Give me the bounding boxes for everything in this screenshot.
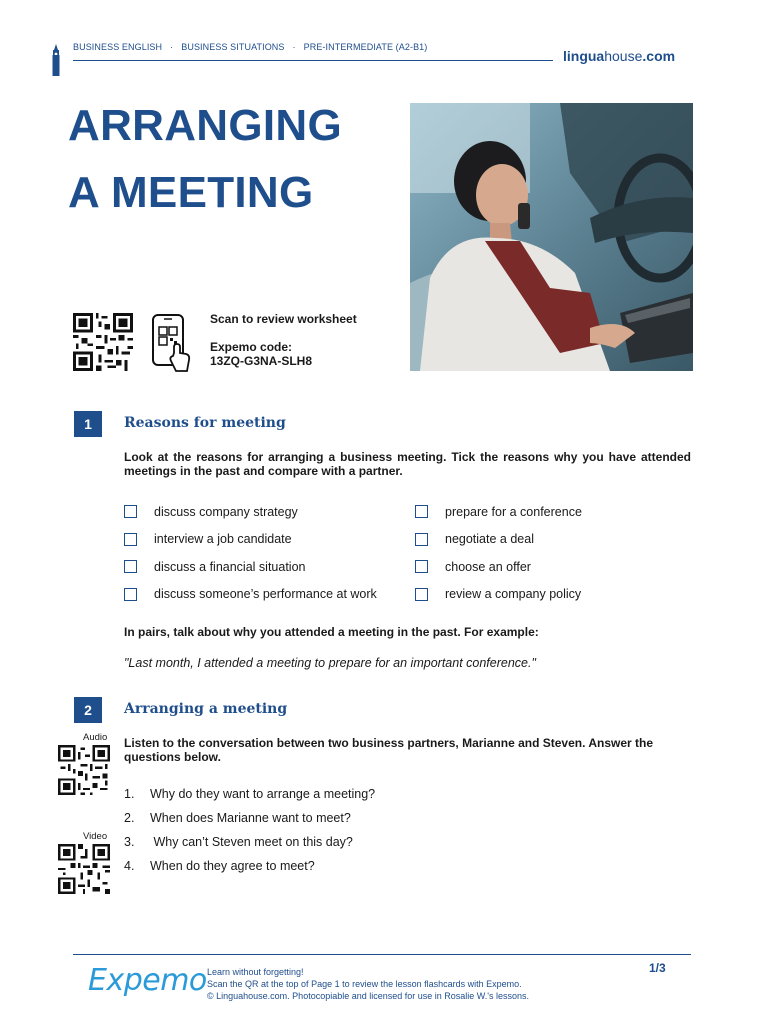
reason-item (124, 526, 377, 554)
video-label: Video (83, 831, 108, 842)
checkbox[interactable] (415, 533, 428, 546)
reasons-right-column (415, 498, 582, 608)
reason-item (124, 498, 377, 526)
checkbox[interactable] (415, 560, 428, 573)
breadcrumb-separator: · (292, 42, 296, 52)
question-list (124, 782, 375, 878)
section1-instructions: Look at the reasons for arranging a business meeting. Tick the reasons why you have attended meetings in the past and compare with a partner. (124, 450, 691, 478)
footer-line: Scan the QR at the top of Page 1 to review the lesson flashcards with Expemo. (207, 979, 522, 989)
question-number: 3. (124, 835, 135, 849)
question-number: 2. (124, 811, 135, 825)
audio-qr-code[interactable] (58, 745, 110, 795)
question-text: Why can’t Steven meet on this day? (150, 835, 353, 849)
footer-line: © Linguahouse.com. Photocopiable and licensed for use in Rosalie W.'s lessons. (207, 991, 530, 1001)
section-title-arranging: Arranging a meeting (124, 701, 288, 717)
phone-scan-icon (150, 313, 192, 373)
reason-item (415, 498, 582, 526)
big-ben-icon (50, 44, 62, 76)
checkbox[interactable] (124, 533, 137, 546)
reason-label: discuss a financial situation (154, 559, 306, 574)
question-text: When does Marianne want to meet? (150, 811, 351, 825)
page-title (68, 92, 342, 226)
question-item (124, 854, 375, 878)
brand-part: lingua (563, 48, 605, 64)
checkbox[interactable] (415, 588, 428, 601)
brand-logo (563, 48, 675, 64)
title-line: A MEETING (68, 168, 314, 217)
section-number-2: 2 (74, 697, 102, 723)
breadcrumb-separator: · (170, 42, 174, 52)
footer-notice (207, 966, 529, 1002)
section2-instructions: Listen to the conversation between two business partners, Marianne and Steven. Answer the questions below. (124, 736, 654, 764)
section-title-reasons: Reasons for meeting (124, 415, 286, 431)
breadcrumb-topic: BUSINESS SITUATIONS (181, 42, 285, 52)
reason-label: interview a job candidate (154, 532, 292, 547)
header-divider (73, 60, 553, 61)
reason-label: review a company policy (445, 587, 582, 602)
title-line: ARRANGING (68, 101, 343, 150)
breadcrumb-subject: BUSINESS ENGLISH (73, 42, 163, 52)
question-item (124, 806, 375, 830)
reason-label: choose an offer (445, 559, 531, 574)
reason-item (415, 581, 582, 609)
question-text: When do they agree to meet? (150, 859, 315, 873)
pairs-prompt: In pairs, talk about why you attended a meeting in the past. For example: (124, 625, 539, 639)
scan-info (210, 312, 357, 368)
footer-line: Learn without forgetting! (207, 967, 304, 977)
reason-label: discuss someone’s performance at work (154, 587, 377, 602)
brand-part: .com (642, 48, 676, 64)
section-number-1: 1 (74, 411, 102, 437)
question-item (124, 830, 375, 854)
question-item (124, 782, 375, 806)
example-sentence: "Last month, I attended a meeting to prepare for an important conference." (124, 656, 536, 670)
reason-item (415, 526, 582, 554)
breadcrumb (73, 42, 427, 52)
checkbox[interactable] (124, 560, 137, 573)
question-number: 4. (124, 859, 135, 873)
expemo-logo: Expemo (88, 963, 207, 998)
breadcrumb-level: PRE-INTERMEDIATE (A2-B1) (303, 42, 428, 52)
brand-part: house (604, 48, 643, 64)
page-number: 1/3 (649, 961, 666, 975)
reason-item (124, 553, 377, 581)
reason-item (415, 553, 582, 581)
expemo-code-label: Expemo code: (210, 340, 293, 354)
reason-label: negotiate a deal (445, 532, 534, 547)
question-text: Why do they want to arrange a meeting? (150, 787, 376, 801)
checkbox[interactable] (124, 588, 137, 601)
audio-label: Audio (83, 732, 108, 743)
reason-label: prepare for a conference (445, 504, 582, 519)
question-number: 1. (124, 787, 135, 801)
footer-divider (73, 954, 691, 955)
reasons-left-column (124, 498, 377, 608)
reason-label: discuss company strategy (154, 504, 298, 519)
expemo-code: 13ZQ-G3NA-SLH8 (210, 354, 313, 368)
reason-item (124, 581, 377, 609)
businesswoman-in-car-photo (410, 103, 693, 371)
video-qr-code[interactable] (58, 844, 110, 894)
worksheet-qr-code[interactable] (73, 313, 133, 371)
checkbox[interactable] (124, 505, 137, 518)
scan-label: Scan to review worksheet (210, 312, 357, 326)
checkbox[interactable] (415, 505, 428, 518)
